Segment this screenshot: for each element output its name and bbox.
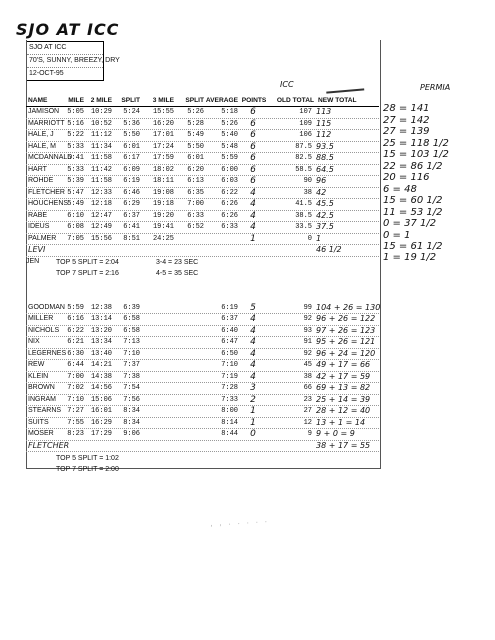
table-row <box>26 176 379 188</box>
points: 4 <box>250 199 256 209</box>
points: 6 <box>250 153 256 163</box>
new-total: 95 + 26 = 121 <box>316 337 376 346</box>
new-total: 9 + 0 = 9 <box>316 429 355 438</box>
margin-total-note: 6 = 48 <box>383 183 417 195</box>
table-row <box>26 142 379 154</box>
points: 4 <box>250 314 256 324</box>
points: 4 <box>250 222 256 232</box>
average-pace: 7:28 <box>221 384 238 392</box>
two-mile-time: 13:34 <box>90 338 112 346</box>
mile-time: 6:44 <box>67 361 84 369</box>
old-total: 38 <box>303 188 312 197</box>
two-mile-time: 13:20 <box>90 326 112 335</box>
split-time: 5:36 <box>123 119 140 128</box>
header-3mile: 3 MILE <box>152 97 174 104</box>
two-mile-time: 12:38 <box>90 303 112 312</box>
athlete-name: MOSER <box>28 430 54 437</box>
faint-bleed-through: , , . . . . . <box>209 514 270 529</box>
split-time: 6:01 <box>123 142 140 151</box>
athlete-name: JAMISON <box>28 108 60 115</box>
old-total: 33.5 <box>295 223 312 231</box>
old-total: 12 <box>303 418 312 427</box>
mile-time: 5:33 <box>67 165 84 174</box>
new-total: 25 + 14 = 39 <box>316 394 371 404</box>
table-row <box>26 234 379 246</box>
two-mile-time: 17:29 <box>90 430 112 438</box>
group-a-top5: TOP 5 SPLIT = 2:04 <box>56 258 119 266</box>
athlete-name: MCDANNALD <box>28 154 73 161</box>
average-pace: 6:19 <box>221 303 238 312</box>
new-total: 88.5 <box>316 153 334 162</box>
margin-total-note: 25 = 118 1/2 <box>383 137 449 149</box>
split-2-time: 6:52 <box>187 223 204 231</box>
split-time: 5:24 <box>123 108 140 116</box>
points: 4 <box>250 337 256 347</box>
average-pace: 5:26 <box>221 119 238 128</box>
average-pace: 6:00 <box>221 165 238 174</box>
mile-time: 5:22 <box>67 131 84 139</box>
table-row <box>26 441 379 453</box>
three-mile-time: 17:01 <box>152 131 174 139</box>
split-time: 6:17 <box>123 154 140 162</box>
old-total: 41.5 <box>295 200 312 208</box>
table-row <box>26 199 379 211</box>
split-time: 6:39 <box>123 303 140 312</box>
margin-total-note: 11 = 53 1/2 <box>383 206 443 218</box>
table-row <box>26 222 379 234</box>
average-pace: 5:40 <box>221 131 238 139</box>
results-table <box>26 95 379 476</box>
old-total: 58.5 <box>295 165 312 174</box>
athlete-name: GOODMAN <box>28 303 65 311</box>
old-total: 109 <box>299 119 312 128</box>
old-total: 106 <box>299 131 312 139</box>
athlete-name: INGRAM <box>28 395 56 403</box>
points: 4 <box>250 325 256 336</box>
points: 4 <box>250 360 256 370</box>
margin-total-note: 27 = 139 <box>383 126 430 137</box>
old-total: 45 <box>303 361 312 369</box>
margin-total-note: 27 = 142 <box>383 114 430 126</box>
table-row <box>26 188 379 200</box>
two-mile-time: 12:49 <box>90 223 112 231</box>
table-row <box>26 326 379 338</box>
new-total: 69 + 13 = 82 <box>316 383 371 392</box>
points: 1 <box>250 406 256 416</box>
average-pace: 5:48 <box>221 142 238 151</box>
new-total: 113 <box>316 107 332 116</box>
group-b-top5: TOP 5 SPLIT = 1:02 <box>56 455 119 462</box>
group-a-scribble: JEN <box>26 257 40 265</box>
split-time: 8:34 <box>123 407 140 415</box>
three-mile-time: 19:18 <box>152 200 174 208</box>
split-2-time: 6:35 <box>187 188 204 197</box>
new-total: 112 <box>316 130 332 139</box>
average-pace: 5:59 <box>221 154 238 162</box>
athlete-name: FLETCHER <box>28 440 70 450</box>
group-a-top7: TOP 7 SPLIT = 2:16 <box>56 269 119 277</box>
old-total: 9 <box>307 430 312 438</box>
old-total: 82.5 <box>295 154 312 162</box>
three-mile-time: 18:02 <box>152 165 174 174</box>
split-time: 6:58 <box>123 315 140 323</box>
athlete-name: IDEUS <box>28 223 50 230</box>
split-2-time: 5:26 <box>187 108 204 116</box>
points: 3 <box>250 383 256 393</box>
margin-total-note: 28 = 141 <box>383 103 430 114</box>
athlete-name: KLEIN <box>28 372 49 380</box>
new-total: 37.5 <box>316 222 334 231</box>
group-a-rows <box>26 107 379 257</box>
points: 6 <box>250 141 256 152</box>
old-total: 38 <box>303 372 312 381</box>
average-pace: 8:00 <box>221 407 238 415</box>
new-total: 97 + 26 = 123 <box>316 325 376 335</box>
athlete-name: FLETCHER <box>28 188 65 196</box>
meet-name: SJO AT ICC <box>27 42 103 55</box>
split-2-time: 5:28 <box>187 119 204 128</box>
new-total: 93.5 <box>316 141 334 151</box>
new-total: 28 + 12 = 40 <box>316 406 371 415</box>
table-row <box>26 303 379 315</box>
header-new-total: NEW TOTAL <box>318 97 357 104</box>
athlete-name: REW <box>28 361 45 368</box>
split-time: 6:29 <box>123 200 140 208</box>
table-row <box>26 153 379 165</box>
athlete-name: SUITS <box>28 418 49 426</box>
average-pace: 6:26 <box>221 211 238 220</box>
margin-total-note: 15 = 61 1/2 <box>383 241 443 252</box>
two-mile-time: 15:06 <box>90 395 112 404</box>
two-mile-time: 13:40 <box>90 349 112 358</box>
split-time: 7:13 <box>123 338 140 346</box>
two-mile-time: 16:01 <box>90 407 112 415</box>
mile-time: 5:47 <box>67 188 84 197</box>
table-row <box>26 418 379 430</box>
new-total: 38 + 17 = 55 <box>316 440 371 450</box>
new-total: 42.5 <box>316 210 334 220</box>
meet-weather: 70'S, SUNNY, BREEZY, DRY <box>27 55 103 68</box>
points: 6 <box>250 130 256 140</box>
header-mile: MILE <box>68 97 84 104</box>
mile-time: 5:49 <box>67 200 84 208</box>
split-time: 6:09 <box>123 165 140 174</box>
table-row <box>26 130 379 142</box>
split-time: 7:54 <box>123 384 140 392</box>
new-total: 115 <box>316 118 332 128</box>
two-mile-time: 12:18 <box>90 200 112 208</box>
athlete-name: MARRIOTT <box>28 119 65 127</box>
three-mile-time: 19:20 <box>152 211 174 220</box>
two-mile-time: 16:29 <box>90 418 112 427</box>
group-b-rows <box>26 303 379 453</box>
old-total: 92 <box>303 349 312 358</box>
two-mile-time: 11:58 <box>90 177 112 185</box>
three-mile-time: 18:11 <box>152 177 174 185</box>
average-pace: 6:37 <box>221 315 238 323</box>
split-time: 7:38 <box>123 372 140 381</box>
old-total: 87.5 <box>295 142 312 151</box>
new-total: 13 + 1 = 14 <box>316 417 366 427</box>
split-2-time: 5:50 <box>187 142 204 151</box>
two-mile-time: 12:33 <box>90 188 112 197</box>
split-2-time: 7:00 <box>187 200 204 208</box>
header-name: NAME <box>28 97 48 104</box>
points: 6 <box>250 107 256 117</box>
average-pace: 6:22 <box>221 188 238 197</box>
points: 4 <box>250 187 256 198</box>
split-time: 7:10 <box>123 349 140 358</box>
header-split-2: SPLIT <box>185 97 204 104</box>
points: 4 <box>250 371 256 382</box>
athlete-name: NIX <box>28 338 40 345</box>
old-total: 107 <box>299 108 312 116</box>
meet-date: 12-OCT-95 <box>29 70 64 77</box>
athlete-name: RABE <box>28 211 48 219</box>
new-total: 64.5 <box>316 164 334 174</box>
table-row <box>26 165 379 177</box>
athlete-name: HART <box>28 165 47 173</box>
athlete-name: HALE, M <box>28 142 57 150</box>
mile-time: 5:33 <box>67 142 84 151</box>
average-pace: 6:26 <box>221 200 238 208</box>
three-mile-time: 15:55 <box>152 108 174 116</box>
points: 6 <box>250 164 256 175</box>
athlete-name: HALE, J <box>28 131 54 138</box>
split-time: 9:06 <box>123 430 140 438</box>
table-row <box>26 245 379 257</box>
two-mile-time: 14:38 <box>90 372 112 381</box>
split-time: 6:46 <box>123 188 140 197</box>
mile-time: 5:59 <box>67 303 84 312</box>
table-row <box>26 406 379 418</box>
group-a-summary <box>26 257 379 281</box>
athlete-name: LEVI <box>28 245 46 254</box>
new-total: 104 + 26 = 130 <box>316 302 381 312</box>
table-row <box>26 211 379 223</box>
mile-time: 7:00 <box>67 372 84 381</box>
two-mile-time: 13:14 <box>90 315 112 323</box>
athlete-name: ROHDE <box>28 177 54 184</box>
new-total: 46 1/2 <box>316 245 342 254</box>
table-row <box>26 383 379 395</box>
three-mile-time: 19:41 <box>152 223 174 231</box>
split-2-time: 6:33 <box>187 211 204 220</box>
split-time: 6:58 <box>123 326 140 335</box>
mile-time: 6:16 <box>67 315 84 323</box>
table-row <box>26 360 379 372</box>
old-total: 38.5 <box>295 211 312 220</box>
mile-time: 6:21 <box>67 338 84 346</box>
old-total: 90 <box>303 177 312 185</box>
split-time: 8:51 <box>123 234 140 243</box>
mile-time: 5:39 <box>67 177 84 185</box>
new-total: 96 + 24 = 120 <box>316 348 376 358</box>
two-mile-time: 14:21 <box>90 361 112 369</box>
two-mile-time: 11:34 <box>90 142 112 151</box>
split-time: 5:50 <box>123 131 140 139</box>
mile-time: 7:10 <box>67 395 84 404</box>
points: 6 <box>250 118 256 129</box>
table-row <box>26 349 379 361</box>
mile-time: 6:08 <box>67 223 84 231</box>
mile-time: 7:27 <box>67 407 84 415</box>
athlete-name: MILLER <box>28 315 54 322</box>
split-2-time: 6:01 <box>187 154 204 162</box>
athlete-name: STEARNS <box>28 407 62 414</box>
margin-total-note: 0 = 1 <box>383 229 411 241</box>
handwritten-icc-label: ICC <box>280 80 294 89</box>
margin-total-note: 20 = 116 <box>383 172 430 183</box>
old-total: 99 <box>303 303 312 312</box>
average-pace: 5:18 <box>221 108 238 116</box>
average-pace: 8:14 <box>221 418 238 427</box>
old-total: 0 <box>307 234 312 243</box>
table-row <box>26 314 379 326</box>
average-pace: 7:33 <box>221 395 238 404</box>
mile-time: 7:55 <box>67 418 84 427</box>
athlete-name: BROWN <box>28 384 55 391</box>
mile-time: 6:10 <box>67 211 84 220</box>
new-total: 96 + 26 = 122 <box>316 314 376 323</box>
three-mile-time: 24:25 <box>152 234 174 243</box>
table-row <box>26 337 379 349</box>
mile-time: 8:23 <box>67 430 84 438</box>
points: 6 <box>250 176 256 186</box>
split-time: 6:37 <box>123 211 140 220</box>
margin-total-note: 0 = 37 1/2 <box>383 218 437 229</box>
mile-time: 7:02 <box>67 384 84 392</box>
split-time: 7:56 <box>123 395 140 404</box>
points: 4 <box>250 348 256 359</box>
two-mile-time: 11:42 <box>90 165 112 174</box>
table-row <box>26 107 379 119</box>
group-a-gap34: 3-4 = 23 SEC <box>156 258 199 266</box>
points: 2 <box>250 394 256 405</box>
header-points: POINTS <box>241 97 267 104</box>
mile-time: 5:41 <box>67 154 84 162</box>
average-pace: 6:40 <box>221 326 238 335</box>
split-time: 6:41 <box>123 223 140 231</box>
two-mile-time: 14:56 <box>90 384 112 392</box>
two-mile-time: 11:58 <box>90 154 112 162</box>
old-total: 92 <box>303 315 312 323</box>
new-total: 49 + 17 = 66 <box>316 360 371 369</box>
split-2-time: 6:20 <box>187 165 204 174</box>
points: 0 <box>250 429 256 439</box>
mile-time: 6:30 <box>67 349 84 358</box>
points: 1 <box>250 233 256 244</box>
old-total: 91 <box>303 338 312 346</box>
three-mile-time: 16:20 <box>152 119 174 128</box>
group-b-summary <box>26 452 379 476</box>
table-row <box>26 429 379 441</box>
split-time: 6:19 <box>123 177 140 185</box>
points: 1 <box>250 417 256 428</box>
two-mile-time: 10:29 <box>90 108 112 116</box>
split-2-time: 5:49 <box>187 131 204 139</box>
split-time: 8:34 <box>123 418 140 427</box>
new-total: 1 <box>316 233 322 243</box>
table-row <box>26 119 379 131</box>
old-total: 93 <box>303 326 312 335</box>
split-2-time: 6:13 <box>187 177 204 185</box>
margin-total-note: 1 = 19 1/2 <box>383 252 437 263</box>
mile-time: 5:16 <box>67 119 84 128</box>
athlete-name: LEGERNES <box>28 349 67 357</box>
new-total: 45.5 <box>316 199 334 208</box>
page-title: SJO AT ICC <box>16 20 120 39</box>
new-total: 96 <box>316 176 327 185</box>
old-total: 66 <box>303 384 312 392</box>
average-pace: 6:50 <box>221 349 238 358</box>
mile-time: 6:22 <box>67 326 84 335</box>
average-pace: 8:44 <box>221 430 238 438</box>
split-time: 7:37 <box>123 361 140 369</box>
two-mile-time: 10:52 <box>90 119 112 128</box>
mile-time: 5:05 <box>67 108 84 116</box>
points: 4 <box>250 210 256 221</box>
two-mile-time: 15:56 <box>90 234 112 243</box>
table-header <box>26 95 379 107</box>
margin-total-note: 22 = 86 1/2 <box>383 160 443 172</box>
average-pace: 7:19 <box>221 372 238 381</box>
old-total: 27 <box>303 407 312 415</box>
three-mile-time: 17:59 <box>152 154 174 162</box>
table-row <box>26 395 379 407</box>
header-split: SPLIT <box>121 97 140 104</box>
old-total: 23 <box>303 395 312 404</box>
header-average: AVERAGE <box>205 97 238 104</box>
margin-total-note: 15 = 103 1/2 <box>383 149 449 160</box>
average-pace: 7:10 <box>221 361 238 369</box>
average-pace: 6:33 <box>221 223 238 231</box>
new-total: 42 <box>316 187 327 197</box>
table-row <box>26 372 379 384</box>
margin-total-note: 15 = 60 1/2 <box>383 195 443 206</box>
handwritten-pe-label: PERMIA <box>420 83 451 92</box>
header-old-total: OLD TOTAL <box>276 97 314 104</box>
points: 5 <box>250 302 256 313</box>
average-pace: 6:47 <box>221 338 238 346</box>
average-pace: 6:03 <box>221 177 238 185</box>
mile-time: 7:05 <box>67 234 84 243</box>
athlete-name: NICHOLS <box>28 326 60 334</box>
group-a-gap45: 4-5 = 35 SEC <box>156 269 199 277</box>
two-mile-time: 11:12 <box>90 131 112 139</box>
athlete-name: PALMER <box>28 234 57 242</box>
header-2mile: 2 MILE <box>90 97 112 104</box>
athlete-name: HOUCHENS <box>28 200 69 207</box>
new-total: 42 + 17 = 59 <box>316 371 371 381</box>
two-mile-time: 12:47 <box>90 211 112 220</box>
group-b-top7: TOP 7 SPLIT = 2:00 <box>56 466 119 473</box>
three-mile-time: 19:08 <box>152 188 174 197</box>
three-mile-time: 17:24 <box>152 142 174 151</box>
